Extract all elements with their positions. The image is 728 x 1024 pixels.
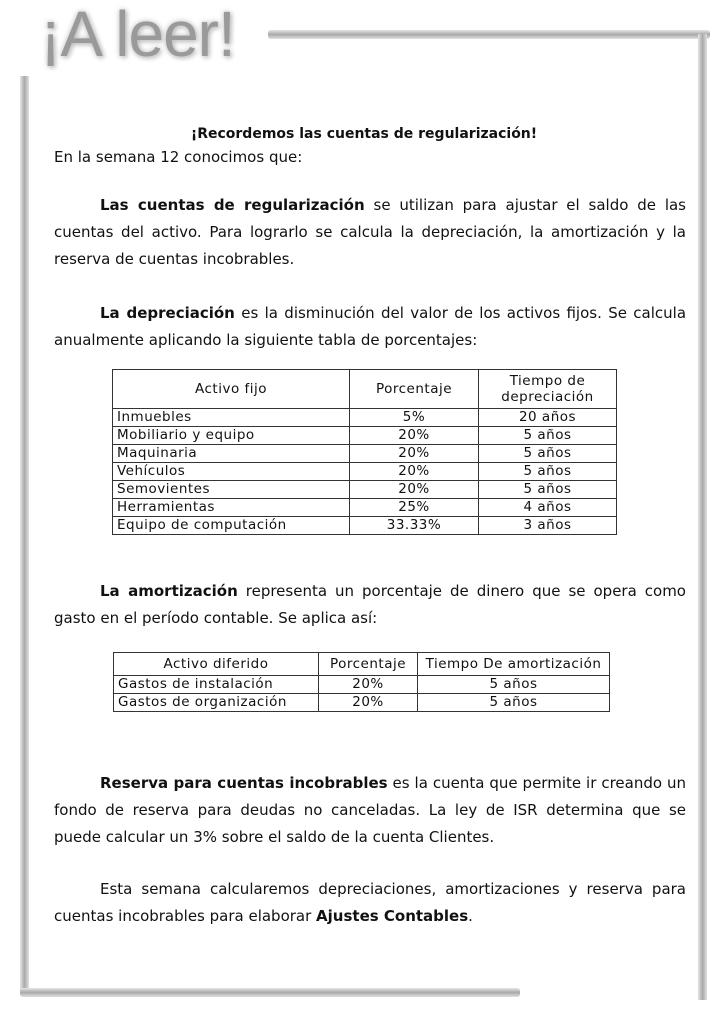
table-row — [113, 517, 617, 535]
cell: 5 años — [418, 676, 610, 694]
header-cell: Activo fijo — [113, 370, 350, 409]
header-cell: Activo diferido — [114, 653, 319, 676]
term: La depreciación — [100, 304, 235, 322]
frame-bottom-bar — [20, 988, 520, 997]
cell: Gastos de organización — [114, 694, 319, 712]
frame-left-bar — [20, 76, 29, 990]
header-cell: Tiempo De amortización — [418, 653, 610, 676]
section-subtitle: ¡Recordemos las cuentas de regularización! — [190, 126, 538, 142]
paragraph-text: Esta semana calcularemos depreciaciones, amortizaciones y reserva para cuentas incobrables para elaborar — [54, 880, 686, 925]
paragraph-depreciacion — [54, 300, 686, 354]
cell: Equipo de computación — [113, 517, 350, 535]
table-row — [113, 445, 617, 463]
cell: Maquinaria — [113, 445, 350, 463]
cell: Inmuebles — [113, 409, 350, 427]
depreciation-table — [112, 369, 617, 535]
cell: 5 años — [479, 427, 617, 445]
table-row — [113, 481, 617, 499]
paragraph-text: es la cuenta que permite ir creando un fondo de reserva para deudas no canceladas. La ley de ISR determina que se puede calcular un 3% sobre el saldo de la cuenta Clientes. — [54, 774, 686, 846]
cell: Herramientas — [113, 499, 350, 517]
term: Ajustes Contables — [316, 907, 469, 925]
term: La amortización — [100, 582, 238, 600]
cell: 20 años — [479, 409, 617, 427]
paragraph-end: . — [468, 907, 473, 925]
table-row — [113, 499, 617, 517]
paragraph-conclusion — [54, 876, 686, 930]
paragraph-regularizacion — [54, 192, 686, 273]
cell: 3 años — [479, 517, 617, 535]
amortization-table — [113, 652, 610, 712]
table-header-row — [114, 653, 610, 676]
cell: Semovientes — [113, 481, 350, 499]
header-cell: Tiempo de depreciación — [479, 370, 617, 409]
cell: 20% — [350, 481, 479, 499]
term: Reserva para cuentas incobrables — [100, 774, 388, 792]
paragraph-text: representa un porcentaje de dinero que se opera como gasto en el período contable. Se aplica así: — [54, 582, 686, 627]
header-cell: Porcentaje — [319, 653, 418, 676]
page-title: ¡A leer! — [40, 0, 235, 70]
cell: 20% — [350, 463, 479, 481]
table-row — [114, 694, 610, 712]
term: Las cuentas de regularización — [100, 196, 365, 214]
table-row — [113, 409, 617, 427]
intro-text: En la semana 12 conocimos que: — [54, 148, 303, 166]
cell: Mobiliario y equipo — [113, 427, 350, 445]
cell: 5 años — [479, 463, 617, 481]
cell: 33.33% — [350, 517, 479, 535]
paragraph-amortizacion — [54, 578, 686, 632]
frame-right-bar — [698, 34, 707, 1000]
table-row — [113, 427, 617, 445]
cell: 20% — [350, 427, 479, 445]
header-cell: Porcentaje — [350, 370, 479, 409]
cell: Vehículos — [113, 463, 350, 481]
cell: 5% — [350, 409, 479, 427]
frame-top-bar — [268, 30, 710, 39]
paragraph-text: es la disminución del valor de los activos fijos. Se calcula anualmente aplicando la siguiente tabla de porcentajes: — [54, 304, 687, 349]
cell: 5 años — [479, 445, 617, 463]
cell: 20% — [319, 694, 418, 712]
paragraph-reserva — [54, 770, 686, 851]
cell: 5 años — [479, 481, 617, 499]
cell: Gastos de instalación — [114, 676, 319, 694]
table-row — [114, 676, 610, 694]
paragraph-text: se utilizan para ajustar el saldo de las cuentas del activo. Para lograrlo se calcula la depreciación, la amortización y la reserva de cuentas incobrables. — [54, 196, 686, 268]
table-header-row — [113, 370, 617, 409]
cell: 20% — [350, 445, 479, 463]
cell: 4 años — [479, 499, 617, 517]
cell: 20% — [319, 676, 418, 694]
cell: 25% — [350, 499, 479, 517]
table-row — [113, 463, 617, 481]
cell: 5 años — [418, 694, 610, 712]
